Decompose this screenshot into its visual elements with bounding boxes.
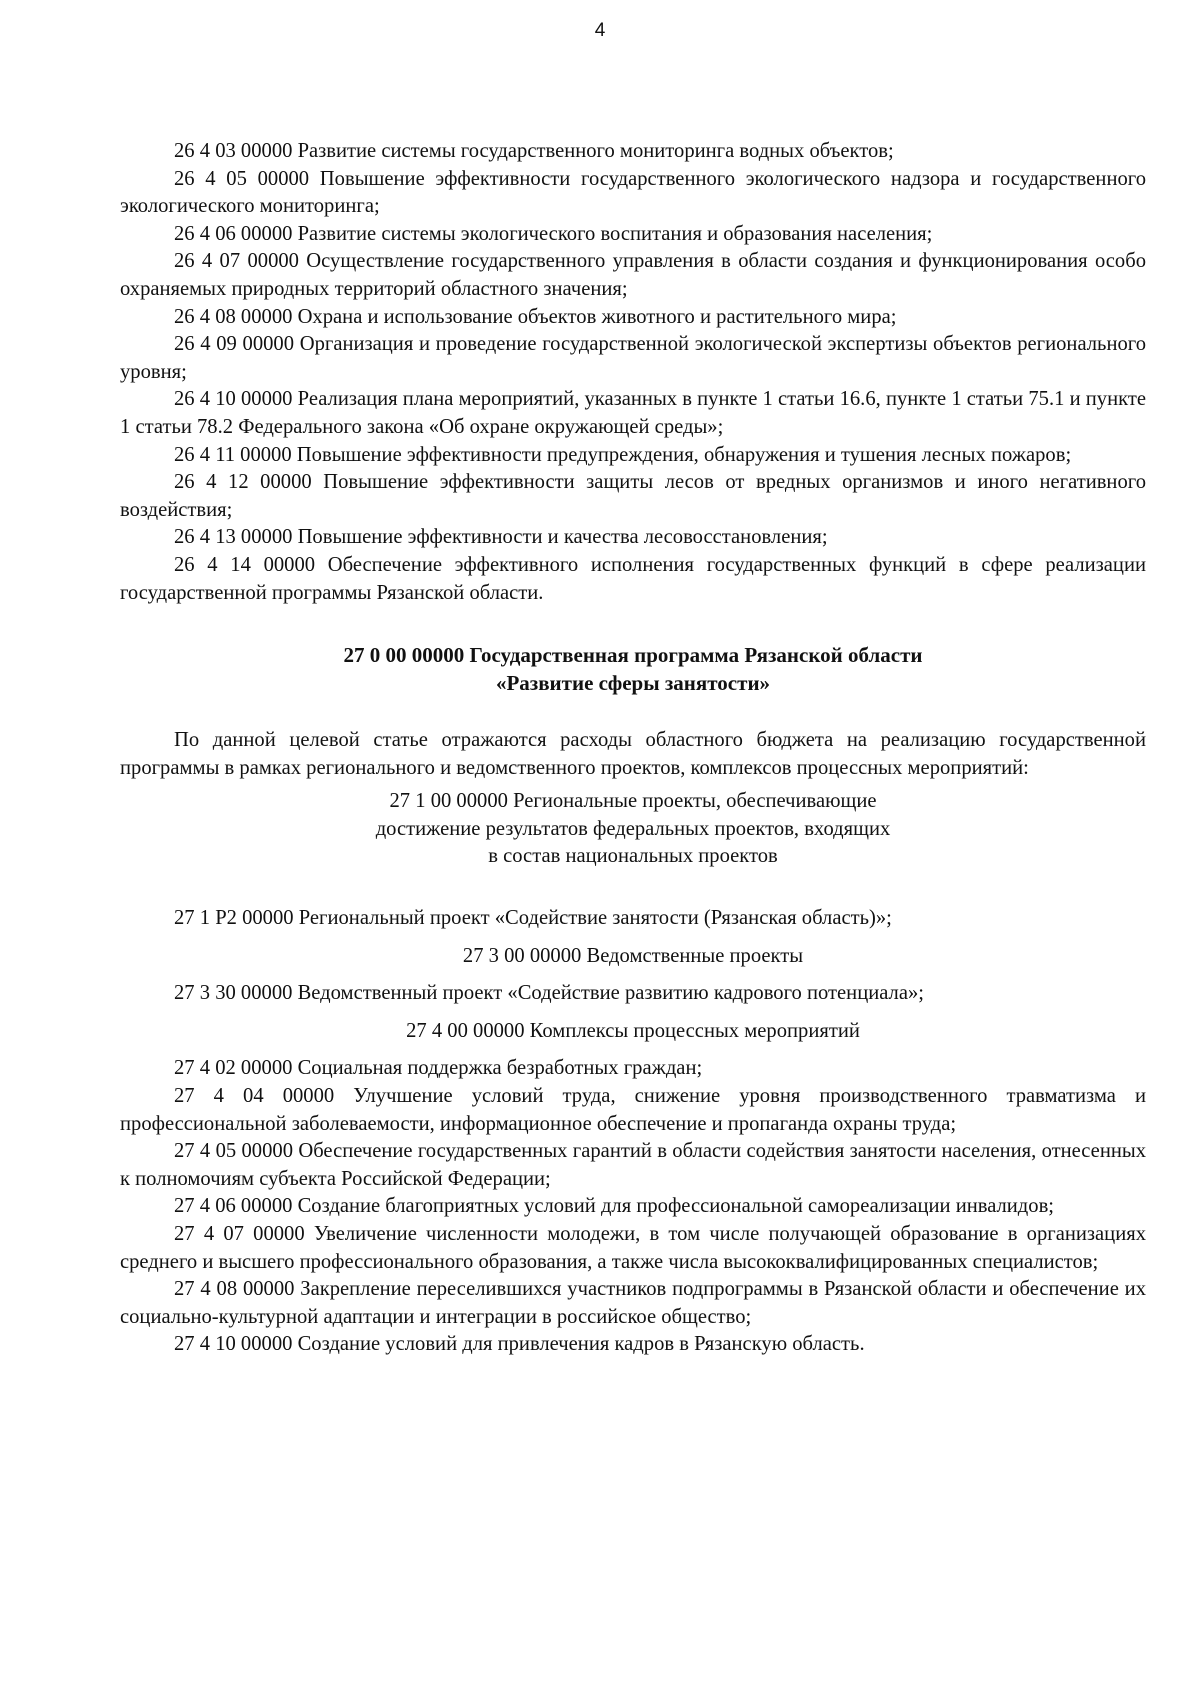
section-27-heading-line1: 27 0 00 00000 Государственная программа Рязанской области [343,643,923,668]
regional-heading-line2: достижение результатов федеральных проектов, входящих [375,817,891,840]
list-item: 26 4 07 00000 Осуществление государственного управления в области создания и функционирования особо охраняемых природных территорий областного значения; [120,250,1146,300]
list-item: 27 4 07 00000 Увеличение численности молодежи, в том числе получающей образование в организациях среднего и высшего профессионального образования, а также числа высококвалифицированных специалистов; [120,1223,1146,1273]
page-number: 4 [594,20,606,41]
section-26-list [120,138,1146,607]
regional-heading-line1: 27 1 00 00000 Региональные проекты, обеспечивающие [389,790,877,813]
process-complexes-list [120,1055,1146,1359]
list-item: 27 4 05 00000 Обеспечение государственных гарантий в области содействия занятости населения, отнесенных к полномочиям субъекта Российской Федерации; [120,1140,1146,1190]
process-complexes-heading: 27 4 00 00000 Комплексы процессных мероприятий [406,1019,860,1042]
list-item: 26 4 03 00000 Развитие системы государственного мониторинга водных объектов; [174,140,894,162]
list-item: 26 4 06 00000 Развитие системы экологического воспитания и образования населения; [174,222,933,245]
list-item: 26 4 11 00000 Повышение эффективности предупреждения, обнаружения и тушения лесных пожаров; [174,443,1072,466]
spacer [120,697,1146,727]
section-27-heading-line2: «Развитие сферы занятости» [495,671,771,696]
list-item: 26 4 05 00000 Повышение эффективности государственного экологического надзора и государственного экологического мониторинга; [120,167,1146,218]
list-item: 26 4 14 00000 Обеспечение эффективного исполнения государственных функций в сфере реализации государственной программы Рязанской области. [120,553,1146,604]
list-item: 26 4 10 00000 Реализация плана мероприятий, указанных в пункте 1 статьи 16.6, пункте 1 статьи 75.1 и пункте 1 статьи 78.2 Федерального закона «Об охране окружающей среды»; [120,388,1146,438]
list-item: 26 4 12 00000 Повышение эффективности защиты лесов от вредных организмов и иного негативного воздействия; [120,471,1146,521]
regional-projects-heading [120,788,1146,871]
list-item: 26 4 08 00000 Охрана и использование объектов животного и растительного мира; [174,305,897,328]
departmental-project-item: 27 3 30 00000 Ведомственный проект «Содействие развитию кадрового потенциала»; [174,982,924,1005]
list-item: 27 4 08 00000 Закрепление переселившихся участников подпрограммы в Рязанской области и обеспечение их социально-культурной адаптации и интеграции в российское общество; [120,1278,1146,1328]
list-item: 26 4 13 00000 Повышение эффективности и качества лесовосстановления; [174,526,828,549]
regional-heading-line3: в состав национальных проектов [488,845,778,868]
document-body [120,138,1146,1359]
list-item: 27 4 10 00000 Создание условий для привлечения кадров в Рязанскую область. [174,1333,865,1356]
list-item: 27 4 06 00000 Создание благоприятных условий для профессиональной самореализации инвалидов; [174,1195,1055,1218]
section-27-intro: По данной целевой статье отражаются расходы областного бюджета на реализацию государственной программы в рамках регионального и ведомственного проектов, комплексов процессных мероприятий: [120,729,1146,779]
list-item: 26 4 09 00000 Организация и проведение государственной экологической экспертизы объектов регионального уровня; [120,333,1146,383]
spacer [120,871,1146,905]
spacer [120,607,1146,641]
list-item: 27 4 02 00000 Социальная поддержка безработных граждан; [174,1057,703,1080]
departmental-projects-heading: 27 3 00 00000 Ведомственные проекты [462,944,804,967]
regional-project-item: 27 1 Р2 00000 Региональный проект «Содействие занятости (Рязанская область)»; [174,907,892,930]
list-item: 27 4 04 00000 Улучшение условий труда, снижение уровня производственного травматизма и профессиональной заболеваемости, информационное обеспечение и пропаганда охраны труда; [120,1085,1146,1135]
